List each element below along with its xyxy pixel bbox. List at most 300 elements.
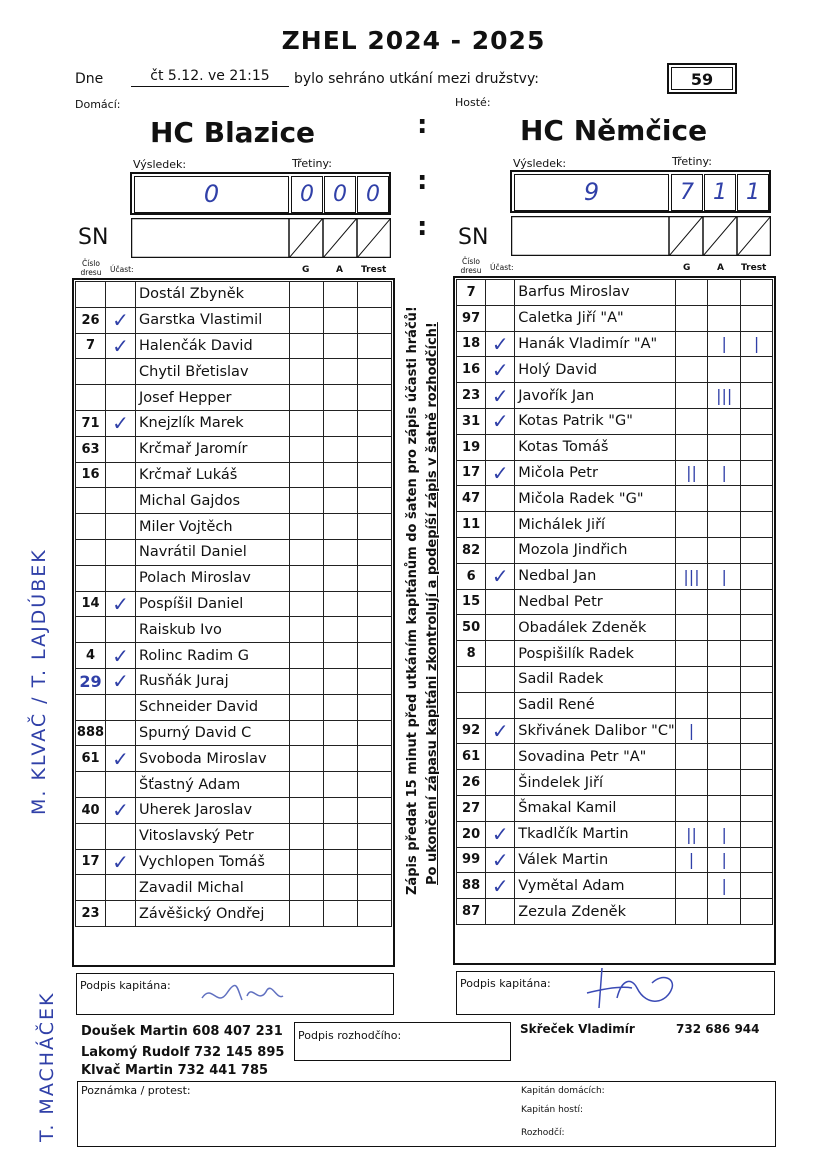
away-player-row <box>457 434 773 460</box>
attendance-mark: ✓ <box>486 873 515 899</box>
assists <box>708 641 741 667</box>
goals <box>290 591 324 617</box>
jersey-number: 8 <box>457 641 486 667</box>
attendance-mark: ✓ <box>486 383 515 409</box>
penalty <box>358 565 392 591</box>
attendance-mark: ✓ <box>486 847 515 873</box>
player-name: Miler Vojtěch <box>136 514 290 540</box>
player-name: Schneider David <box>136 694 290 720</box>
away-score-box <box>510 170 771 213</box>
player-name: Vitoslavský Petr <box>136 823 290 849</box>
attendance-mark <box>106 462 136 488</box>
penalty <box>358 410 392 436</box>
goals <box>290 307 324 333</box>
away-player-row <box>457 770 773 796</box>
jersey-number <box>76 359 106 385</box>
jersey-number <box>76 772 106 798</box>
home-player-row <box>76 772 392 798</box>
goals <box>675 486 708 512</box>
player-name: Krčmař Jaromír <box>136 436 290 462</box>
match-number-box <box>667 63 737 94</box>
goals <box>675 408 708 434</box>
player-name: Josef Hepper <box>136 385 290 411</box>
goals <box>675 434 708 460</box>
home-player-row <box>76 617 392 643</box>
player-name: Uherek Jaroslav <box>136 797 290 823</box>
penalty <box>358 746 392 772</box>
assists <box>324 539 358 565</box>
attendance-mark <box>486 305 515 331</box>
attendance-mark: ✓ <box>486 331 515 357</box>
goals <box>675 357 708 383</box>
away-period-2: 1 <box>704 174 736 211</box>
assists <box>324 565 358 591</box>
referee-signature-box <box>294 1022 511 1061</box>
penalty <box>741 357 773 383</box>
away-sn-grid <box>511 216 771 256</box>
home-player-row <box>76 539 392 565</box>
attendance-mark <box>486 280 515 306</box>
attendance-mark: ✓ <box>106 849 136 875</box>
away-player-row <box>457 873 773 899</box>
away-period-1: 7 <box>671 174 703 211</box>
attendance-mark <box>486 434 515 460</box>
goals <box>675 537 708 563</box>
away-player-row <box>457 589 773 615</box>
assists: | <box>708 563 741 589</box>
assists <box>324 333 358 359</box>
attendance-mark <box>106 875 136 901</box>
jersey-number: 18 <box>457 331 486 357</box>
goals <box>675 512 708 538</box>
goals <box>290 772 324 798</box>
jersey-number: 26 <box>457 770 486 796</box>
assists <box>324 849 358 875</box>
jersey-number <box>76 385 106 411</box>
jersey-number: 7 <box>457 280 486 306</box>
player-name: Barfus Miroslav <box>515 280 675 306</box>
attendance-mark <box>486 486 515 512</box>
penalty <box>358 282 392 308</box>
away-captain-signature-box <box>456 971 775 1015</box>
home-goal-header: G <box>302 265 310 275</box>
home-periods-label: Třetiny: <box>292 157 332 170</box>
player-name: Garstka Vlastimil <box>136 307 290 333</box>
away-team-name: HC Němčice <box>520 114 708 147</box>
penalty <box>358 359 392 385</box>
attendance-mark: ✓ <box>106 797 136 823</box>
goals <box>290 436 324 462</box>
penalty <box>741 899 773 925</box>
assists <box>708 408 741 434</box>
assists <box>324 282 358 308</box>
away-player-row <box>457 563 773 589</box>
jersey-number: 17 <box>457 460 486 486</box>
handwritten-referees: M. KLVAČ / T. LAJDÚBEK <box>28 548 50 815</box>
home-sn-grid <box>131 218 391 258</box>
attendance-mark <box>106 772 136 798</box>
goals <box>290 565 324 591</box>
home-sn-box <box>131 218 391 258</box>
goals <box>290 720 324 746</box>
away-player-row <box>457 718 773 744</box>
home-player-row <box>76 901 392 927</box>
penalty <box>741 408 773 434</box>
penalty <box>358 462 392 488</box>
attendance-mark <box>106 359 136 385</box>
attendance-mark: ✓ <box>486 408 515 434</box>
away-player-row <box>457 692 773 718</box>
match-number: 59 <box>671 67 733 90</box>
assists <box>708 305 741 331</box>
away-player-row <box>457 357 773 383</box>
penalty <box>358 617 392 643</box>
attendance-mark <box>106 823 136 849</box>
home-captain-signature-label: Podpis kapitána: <box>80 979 171 992</box>
attendance-mark <box>106 901 136 927</box>
penalty <box>358 514 392 540</box>
assists <box>324 617 358 643</box>
penalty <box>741 563 773 589</box>
penalty <box>358 539 392 565</box>
away-player-row <box>457 331 773 357</box>
goals <box>675 641 708 667</box>
attendance-mark <box>106 539 136 565</box>
penalty <box>358 307 392 333</box>
goals <box>290 849 324 875</box>
player-name: Javořík Jan <box>515 383 675 409</box>
home-period-2: 0 <box>324 176 356 213</box>
player-name: Vychlopen Tomáš <box>136 849 290 875</box>
player-name: Sovadina Petr "A" <box>515 744 675 770</box>
played-text: bylo sehráno utkání mezi družstvy: <box>294 71 539 87</box>
penalty <box>741 744 773 770</box>
goals <box>675 383 708 409</box>
goals <box>675 589 708 615</box>
jersey-number: 40 <box>76 797 106 823</box>
attendance-mark <box>486 589 515 615</box>
goals <box>675 899 708 925</box>
jersey-number <box>76 875 106 901</box>
goals <box>675 692 708 718</box>
penalty <box>358 720 392 746</box>
home-player-row <box>76 410 392 436</box>
jersey-number <box>76 617 106 643</box>
player-name: Obadálek Zdeněk <box>515 615 675 641</box>
away-period-3: 1 <box>737 174 769 211</box>
jersey-number <box>457 692 486 718</box>
referee-phone: 732 686 944 <box>676 1022 760 1036</box>
goals <box>675 305 708 331</box>
assists <box>324 410 358 436</box>
jersey-number: 61 <box>76 746 106 772</box>
home-player-row <box>76 797 392 823</box>
goals <box>290 514 324 540</box>
assists <box>708 770 741 796</box>
date-label: Dne <box>75 71 104 87</box>
assists <box>708 666 741 692</box>
penalty <box>741 537 773 563</box>
penalty <box>741 770 773 796</box>
attendance-mark: ✓ <box>106 643 136 669</box>
away-player-row <box>457 383 773 409</box>
jersey-number: 99 <box>457 847 486 873</box>
jersey-number: 29 <box>76 668 106 694</box>
penalty <box>741 795 773 821</box>
jersey-number <box>76 488 106 514</box>
penalty <box>741 305 773 331</box>
away-sn-label: SN <box>458 225 489 250</box>
away-player-row <box>457 615 773 641</box>
contact-line-1: Doušek Martin 608 407 231 <box>81 1024 283 1039</box>
jersey-number: 47 <box>457 486 486 512</box>
away-jersey-header: Číslo dresu <box>460 257 482 275</box>
attendance-mark: ✓ <box>106 591 136 617</box>
notes-label: Poznámka / protest: <box>81 1084 191 1097</box>
away-captain-label: Kapitán hostí: <box>521 1105 584 1115</box>
home-player-row <box>76 514 392 540</box>
home-captain-signature-box <box>76 973 394 1015</box>
assists <box>324 901 358 927</box>
home-player-row <box>76 694 392 720</box>
home-score-box <box>130 172 391 215</box>
jersey-number: 50 <box>457 615 486 641</box>
away-penalty-header: Trest <box>741 263 767 273</box>
jersey-number: 11 <box>457 512 486 538</box>
assists <box>324 385 358 411</box>
jersey-number: 17 <box>76 849 106 875</box>
away-score: 9 <box>514 174 669 211</box>
goals <box>290 797 324 823</box>
goals <box>290 668 324 694</box>
attendance-mark: ✓ <box>106 410 136 436</box>
assists <box>324 720 358 746</box>
referee-signature-label: Podpis rozhodčího: <box>298 1029 402 1042</box>
home-team-name: HC Blazice <box>150 116 316 149</box>
penalty <box>741 641 773 667</box>
home-player-row <box>76 359 392 385</box>
penalty <box>358 668 392 694</box>
jersey-number: 14 <box>76 591 106 617</box>
home-player-row <box>76 565 392 591</box>
penalty <box>741 873 773 899</box>
penalty <box>741 280 773 306</box>
penalty <box>358 901 392 927</box>
attendance-mark <box>106 514 136 540</box>
assists <box>324 488 358 514</box>
jersey-number: 27 <box>457 795 486 821</box>
player-name: Michal Gajdos <box>136 488 290 514</box>
penalty <box>741 666 773 692</box>
player-name: Svoboda Miroslav <box>136 746 290 772</box>
goals <box>675 744 708 770</box>
jersey-number: 19 <box>457 434 486 460</box>
goals <box>290 359 324 385</box>
player-name: Krčmař Lukáš <box>136 462 290 488</box>
goals <box>675 666 708 692</box>
jersey-number <box>76 694 106 720</box>
player-name: Dostál Zbyněk <box>136 282 290 308</box>
player-name: Knejzlík Marek <box>136 410 290 436</box>
home-player-row <box>76 385 392 411</box>
attendance-mark <box>106 385 136 411</box>
player-name: Závěšický Ondřej <box>136 901 290 927</box>
penalty <box>741 615 773 641</box>
home-attendance-header: Účast: <box>110 265 134 274</box>
away-player-row <box>457 899 773 925</box>
form-title: ZHEL 2024 - 2025 <box>281 26 546 55</box>
assists: | <box>708 331 741 357</box>
goals <box>290 282 324 308</box>
home-result-label: Výsledek: <box>133 158 187 171</box>
attendance-mark: ✓ <box>106 668 136 694</box>
penalty <box>741 692 773 718</box>
home-player-row <box>76 591 392 617</box>
attendance-mark: ✓ <box>486 821 515 847</box>
home-label: Domácí: <box>75 98 121 111</box>
middle-note-line2: Po ukončení zápasu kapitáni zkontrolují a podepíší zápis v šatně rozhodčích! <box>425 322 440 885</box>
player-name: Caletka Jiří "A" <box>515 305 675 331</box>
notes-box <box>77 1081 776 1147</box>
jersey-number: 63 <box>76 436 106 462</box>
goals <box>675 770 708 796</box>
player-name: Raiskub Ivo <box>136 617 290 643</box>
attendance-mark <box>486 615 515 641</box>
attendance-mark <box>106 282 136 308</box>
penalty <box>741 847 773 873</box>
player-name: Vymětal Adam <box>515 873 675 899</box>
handwritten-timekeeper: T. MACHÁČEK <box>36 991 58 1142</box>
assists <box>708 512 741 538</box>
attendance-mark <box>106 565 136 591</box>
player-name: Šťastný Adam <box>136 772 290 798</box>
penalty <box>741 821 773 847</box>
attendance-mark <box>106 694 136 720</box>
jersey-number: 88 <box>457 873 486 899</box>
player-name: Rolinc Radim G <box>136 643 290 669</box>
penalty <box>741 718 773 744</box>
player-name: Navrátil Daniel <box>136 539 290 565</box>
jersey-number <box>76 539 106 565</box>
away-player-row <box>457 641 773 667</box>
goals <box>290 385 324 411</box>
home-player-row <box>76 462 392 488</box>
jersey-number: 97 <box>457 305 486 331</box>
home-period-3: 0 <box>357 176 389 213</box>
away-player-row <box>457 305 773 331</box>
goals <box>290 617 324 643</box>
away-player-row <box>457 280 773 306</box>
penalty <box>358 875 392 901</box>
assists <box>324 797 358 823</box>
away-attendance-header: Účast: <box>490 263 514 272</box>
penalty <box>741 486 773 512</box>
jersey-number: 31 <box>457 408 486 434</box>
home-player-row <box>76 849 392 875</box>
goals <box>675 615 708 641</box>
player-name: Skřivánek Dalibor "C" <box>515 718 675 744</box>
referee-label: Rozhodčí: <box>521 1128 565 1138</box>
assists <box>324 668 358 694</box>
penalty <box>358 333 392 359</box>
away-player-row <box>457 512 773 538</box>
away-player-row <box>457 821 773 847</box>
penalty <box>741 383 773 409</box>
home-player-row <box>76 307 392 333</box>
assists <box>708 692 741 718</box>
attendance-mark <box>486 641 515 667</box>
player-name: Šindelek Jiří <box>515 770 675 796</box>
jersey-number: 87 <box>457 899 486 925</box>
player-name: Sadil René <box>515 692 675 718</box>
assists <box>324 514 358 540</box>
attendance-mark: ✓ <box>486 357 515 383</box>
assists <box>708 537 741 563</box>
assists <box>324 359 358 385</box>
assists <box>708 589 741 615</box>
attendance-mark <box>486 795 515 821</box>
penalty <box>741 460 773 486</box>
home-score: 0 <box>134 176 289 213</box>
jersey-number: 23 <box>457 383 486 409</box>
assists <box>324 591 358 617</box>
away-captain-signature-label: Podpis kapitána: <box>460 977 551 990</box>
assists <box>324 746 358 772</box>
jersey-number: 26 <box>76 307 106 333</box>
player-name: Spurný David C <box>136 720 290 746</box>
player-name: Válek Martin <box>515 847 675 873</box>
jersey-number: 92 <box>457 718 486 744</box>
assists <box>324 694 358 720</box>
player-name: Pospíšil Daniel <box>136 591 290 617</box>
home-penalty-header: Trest <box>361 265 387 275</box>
attendance-mark: ✓ <box>106 746 136 772</box>
home-player-row <box>76 875 392 901</box>
attendance-mark <box>106 720 136 746</box>
jersey-number: 61 <box>457 744 486 770</box>
jersey-number: 16 <box>76 462 106 488</box>
jersey-number <box>76 514 106 540</box>
home-player-row <box>76 282 392 308</box>
assists: | <box>708 873 741 899</box>
goals <box>290 488 324 514</box>
away-assist-header: A <box>717 263 724 273</box>
player-name: Mozola Jindřich <box>515 537 675 563</box>
jersey-number <box>457 666 486 692</box>
penalty <box>358 849 392 875</box>
jersey-number: 6 <box>457 563 486 589</box>
assists: | <box>708 847 741 873</box>
player-name: Zezula Zdeněk <box>515 899 675 925</box>
away-player-row <box>457 795 773 821</box>
jersey-number: 888 <box>76 720 106 746</box>
goals <box>290 901 324 927</box>
home-assist-header: A <box>336 265 343 275</box>
assists <box>708 899 741 925</box>
jersey-number: 20 <box>457 821 486 847</box>
home-captain-signature-icon <box>197 978 287 1010</box>
attendance-mark <box>106 488 136 514</box>
jersey-number: 71 <box>76 410 106 436</box>
penalty <box>358 385 392 411</box>
away-player-row <box>457 460 773 486</box>
assists <box>324 772 358 798</box>
home-player-row <box>76 488 392 514</box>
attendance-mark: ✓ <box>106 333 136 359</box>
assists <box>324 823 358 849</box>
player-name: Mičola Petr <box>515 460 675 486</box>
player-name: Polach Miroslav <box>136 565 290 591</box>
